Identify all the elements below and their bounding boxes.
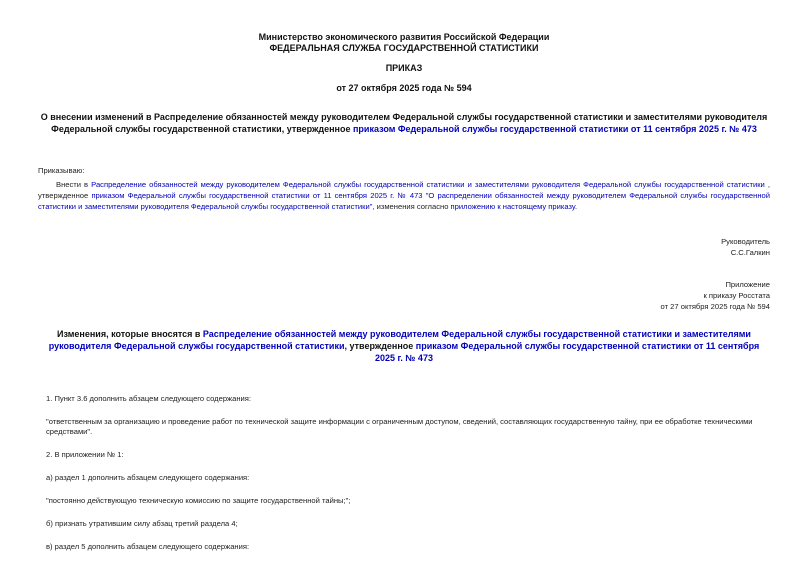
order-lead: Приказываю: — [38, 166, 85, 175]
amendment-item-2b: б) признать утратившим силу абзац третий раздела 4; — [46, 519, 238, 528]
annex-label-line2: к приказу Росстата — [703, 291, 770, 300]
text-segment: утвержденное — [347, 341, 416, 351]
amendment-item-2a-quote: "постоянно действующую техническую комиссию по защите государственной тайны;"; — [46, 496, 351, 505]
annex-label — [38, 279, 770, 312]
annex-label-line3: от 27 октября 2025 года № 594 — [660, 302, 770, 311]
doc-link[interactable]: Распределение обязанностей между руководителем Федеральной службы государственной статистики и заместителями руководителя Федеральной службы государственной статистики — [91, 180, 765, 189]
signature-name: С.С.Галкин — [730, 248, 770, 257]
signature-position: Руководитель — [721, 237, 770, 246]
text-segment: . — [574, 202, 578, 211]
doc-link[interactable]: приложению к настоящему приказу — [450, 202, 575, 211]
amendment-item-2: 2. В приложении № 1: — [46, 450, 124, 459]
text-segment: О внесении изменений в Распределение обязанностей между руководителем Федеральной службы государственной статистики и заместителями руководителя Федеральной службы государственной статистики, утвержденное — [40, 112, 768, 134]
doc-link[interactable]: приказом Федеральной службы государственной статистики от 11 сентября 2025 г. № 473 — [375, 341, 760, 363]
amendment-item-2a: а) раздел 1 дополнить абзацем следующего содержания: — [46, 473, 250, 482]
amendment-item-2v: в) раздел 5 дополнить абзацем следующего содержания: — [46, 542, 250, 551]
text-segment: , утвержденное — [38, 180, 770, 200]
doc-title — [38, 111, 770, 135]
doc-date-number: от 27 октября 2025 года № 594 — [336, 83, 472, 93]
text-segment: , изменения согласно — [372, 202, 451, 211]
annex-label-line1: Приложение — [725, 280, 770, 289]
document-header — [38, 32, 770, 94]
doc-link[interactable]: приказом Федеральной службы государственной статистики от 11 сентября 2025 г. № 473 "О распределении обязанностей между руководителем Федеральной службы государственной статистики и заместителями руководителя Федеральной службы государственной статистики" — [38, 191, 770, 211]
text-segment: Внести в — [56, 180, 92, 189]
amendment-item-1-quote: "ответственным за организацию и проведение работ по технической защите информации с ограниченным доступом, сведений, составляющих государственную тайну, при ее обработке техническими средствами". — [46, 417, 753, 436]
signature-block — [38, 236, 770, 258]
doc-link[interactable]: приказом Федеральной службы государственной статистики от 11 сентября 2025 г. № 473 — [353, 124, 757, 134]
amendment-items — [38, 394, 770, 552]
ministry-name: Министерство экономического развития Российской Федерации — [258, 32, 550, 42]
doc-link[interactable]: Распределение обязанностей между руководителем Федеральной службы государственной статистики и заместителями руководителя Федеральной службы государственной статистики, — [48, 329, 751, 351]
agency-name: ФЕДЕРАЛЬНАЯ СЛУЖБА ГОСУДАРСТВЕННОЙ СТАТИСТИКИ — [269, 43, 539, 53]
annex-title — [38, 328, 770, 364]
doc-type-label: ПРИКАЗ — [385, 63, 423, 73]
text-segment: Изменения, которые вносятся в — [57, 329, 203, 339]
order-paragraph — [38, 179, 770, 212]
amendment-item-1: 1. Пункт 3.6 дополнить абзацем следующего содержания: — [46, 394, 252, 403]
